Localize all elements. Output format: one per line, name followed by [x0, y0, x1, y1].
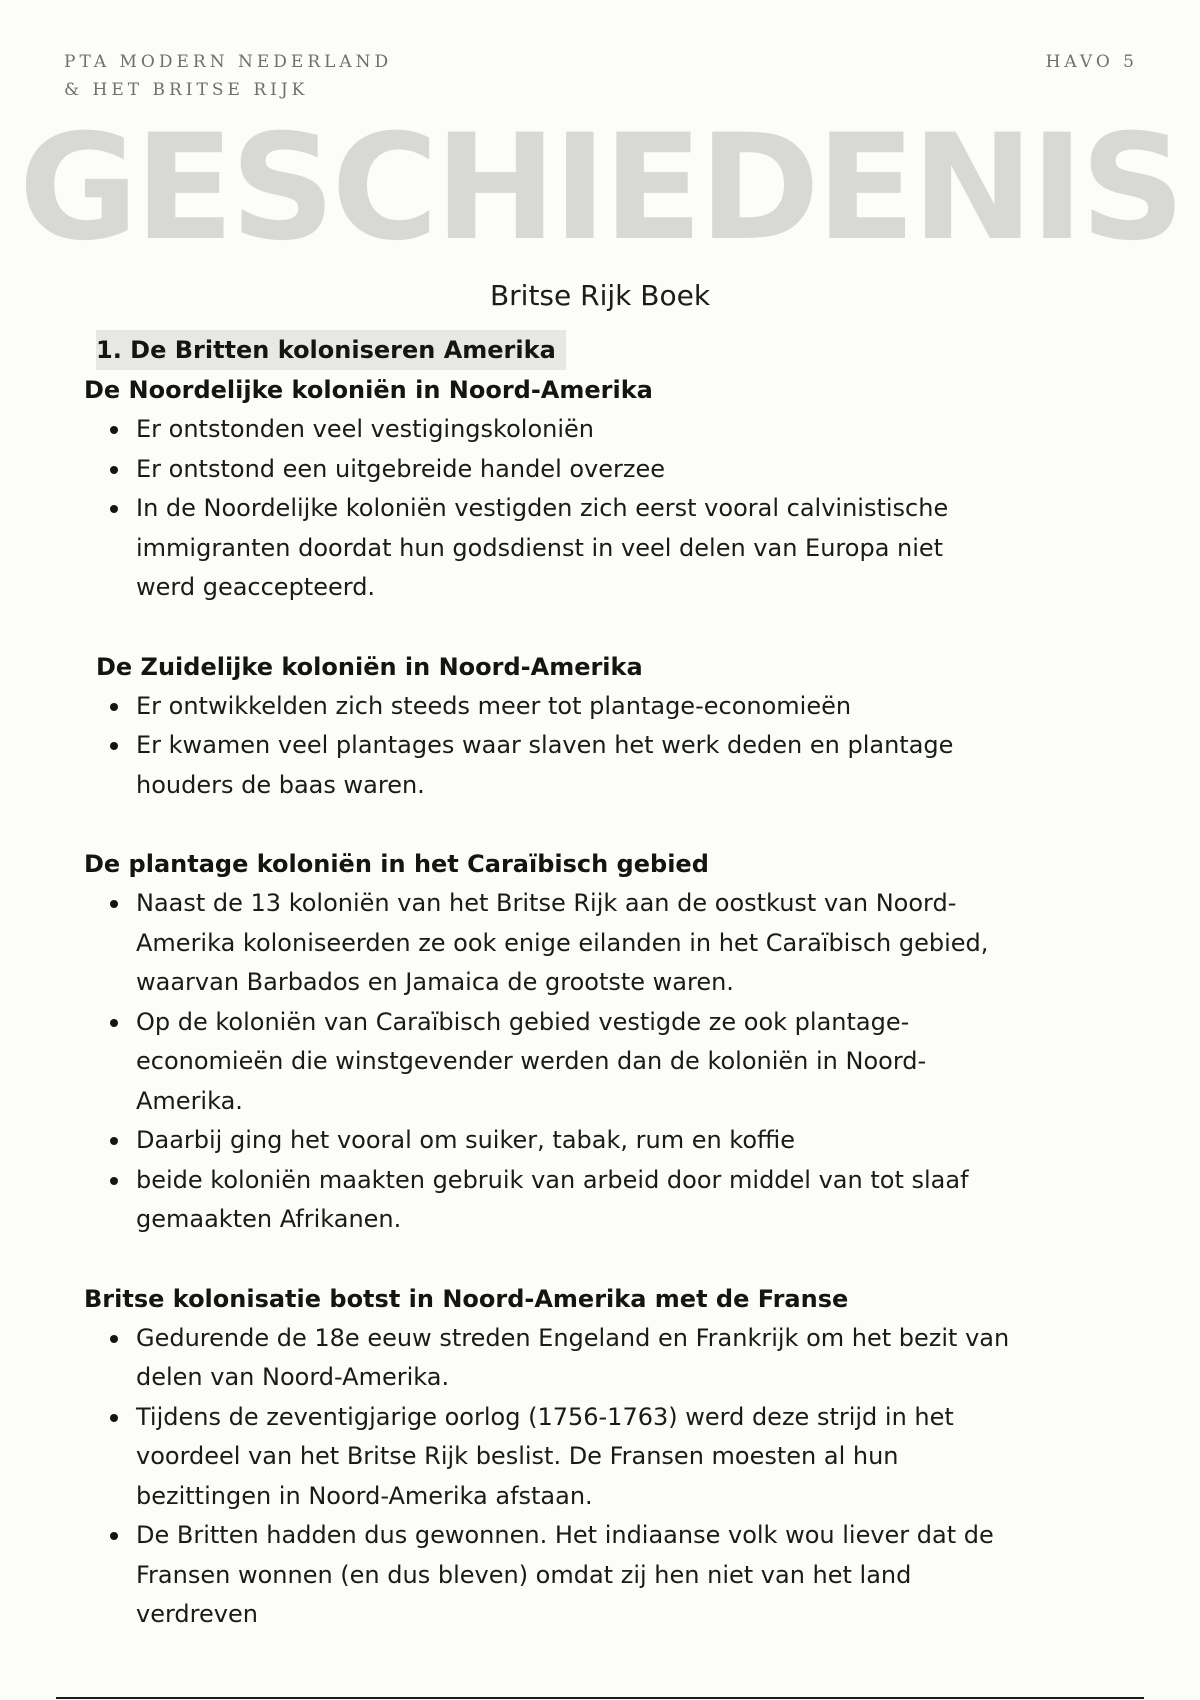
list-item: Er ontstonden veel vestigingskoloniën	[136, 410, 1120, 450]
list-item: In de Noordelijke koloniën vestigden zich eerst vooral calvinistische immigranten doordat hun godsdienst in veel delen van Europa niet werd geaccepteerd.	[136, 489, 1120, 608]
course-label	[64, 48, 392, 104]
list-item: Tijdens de zeventigjarige oorlog (1756-1763) werd deze strijd in het voordeel van het Britse Rijk beslist. De Fransen moesten al hun bezittingen in Noord-Amerika afstaan.	[136, 1398, 1120, 1517]
section-zuidelijke	[90, 647, 1120, 806]
section-heading: De plantage koloniën in het Caraïbisch gebied	[84, 850, 709, 878]
page-header	[64, 48, 1144, 108]
list-item: Gedurende de 18e eeuw streden Engeland en Frankrijk om het bezit van delen van Noord-Amerika.	[136, 1319, 1120, 1398]
bullet-list	[90, 687, 1120, 806]
section-noordelijke	[84, 370, 1120, 608]
section-gap	[90, 1240, 1120, 1279]
footer-divider	[56, 1697, 1144, 1699]
bullet-list	[90, 884, 1120, 1240]
page-title: GESCHIEDENIS	[18, 103, 1182, 273]
section-heading: De Zuidelijke koloniën in Noord-Amerika	[96, 652, 643, 681]
bullet-list	[90, 410, 1120, 608]
bullet-list	[90, 1319, 1120, 1635]
chapter-heading: 1. De Britten koloniseren Amerika	[96, 330, 566, 370]
page-subtitle: Britse Rijk Boek	[489, 279, 711, 312]
level-label: HAVO 5	[1045, 52, 1138, 72]
list-item: Naast de 13 koloniën van het Britse Rijk aan de oostkust van Noord-Amerika koloniseerden ze ook enige eilanden in het Caraïbisch gebied, waarvan Barbados en Jamaica de grootste waren.	[136, 884, 1120, 1003]
section-gap	[90, 805, 1120, 844]
list-item: De Britten hadden dus gewonnen. Het indiaanse volk wou liever dat de Fransen wonnen (en dus bleven) omdat zij hen niet van het land verdreven	[136, 1516, 1120, 1635]
list-item: Er ontstond een uitgebreide handel overzee	[136, 450, 1120, 490]
section-britse-kolonisatie	[84, 1279, 1120, 1635]
list-item: Er ontwikkelden zich steeds meer tot plantage-economieën	[136, 687, 1120, 727]
list-item: beide koloniën maakten gebruik van arbeid door middel van tot slaaf gemaakten Afrikanen.	[136, 1161, 1120, 1240]
document-body	[84, 330, 1120, 1635]
course-label-line2: & HET BRITSE RIJK	[64, 80, 309, 100]
list-item: Daarbij ging het vooral om suiker, tabak, rum en koffie	[136, 1121, 1120, 1161]
course-label-line1: PTA MODERN NEDERLAND	[64, 52, 393, 72]
list-item: Op de koloniën van Caraïbisch gebied vestigde ze ook plantage-economieën die winstgevender werden dan de koloniën in Noord-Amerika.	[136, 1003, 1120, 1122]
section-heading: De Noordelijke koloniën in Noord-Amerika	[84, 376, 653, 404]
list-item: Er kwamen veel plantages waar slaven het werk deden en plantage houders de baas waren.	[136, 726, 1120, 805]
section-heading: Britse kolonisatie botst in Noord-Amerika met de Franse	[84, 1284, 849, 1313]
section-caraibisch	[84, 844, 1120, 1240]
section-gap	[90, 608, 1120, 647]
